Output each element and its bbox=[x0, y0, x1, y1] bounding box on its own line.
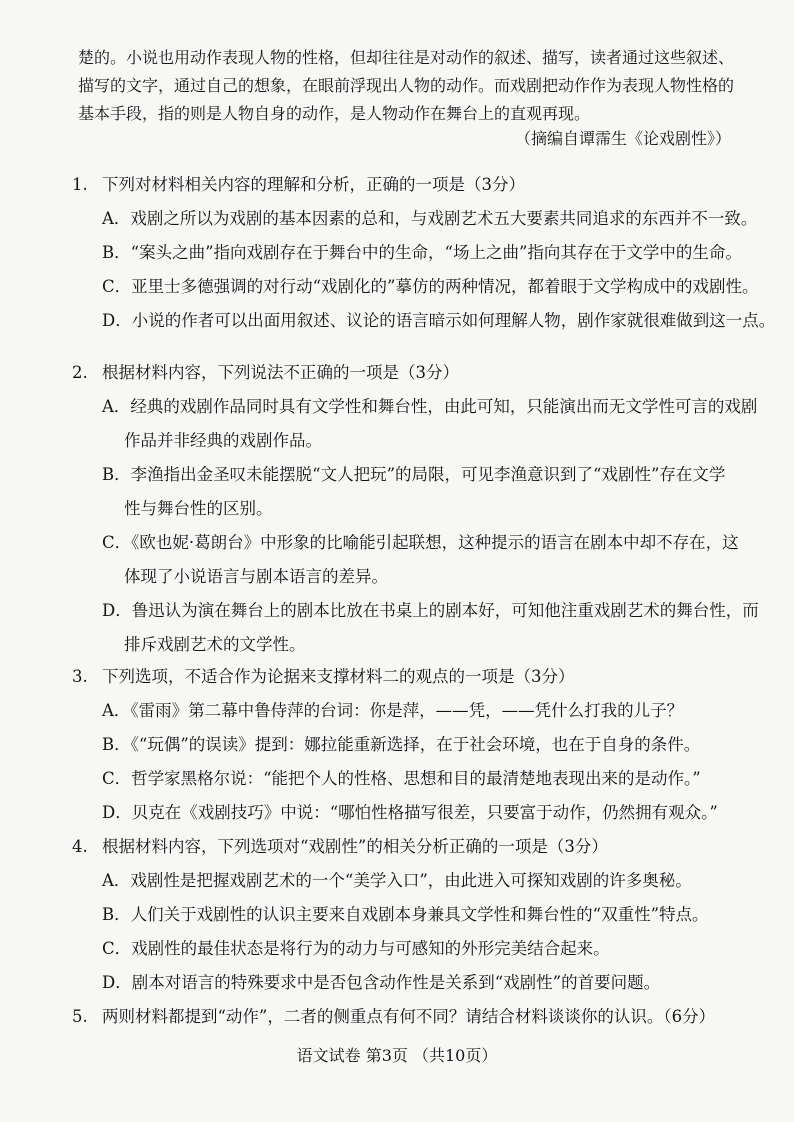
option-text: “案头之曲”指向戏剧存在于舞台中的生命，“场上之曲”指向其存在于文学中的生命。 bbox=[130, 243, 742, 262]
option-b bbox=[72, 458, 732, 526]
option-text: 贝克在《戏剧技巧》中说：“哪怕性格描写很差，只要富于动作，仍然拥有观众。” bbox=[131, 803, 718, 822]
intro-line: 描写的文字，通过自己的想象，在眼前浮现出人物的动作。而戏剧把动作作为表现人物性格的 bbox=[78, 76, 735, 95]
option-text-cont: 排斥戏剧艺术的文学性。 bbox=[124, 635, 306, 654]
question-text: 根据材料内容，下列说法不正确的一项是（3分） bbox=[102, 363, 459, 382]
option-text: 鲁迅认为演在舞台上的剧本比放在书桌上的剧本好，可知他注重戏剧艺术的舞台性，而 bbox=[131, 601, 759, 620]
option-label: A． bbox=[102, 701, 131, 720]
option-a bbox=[72, 864, 732, 898]
option-label: A． bbox=[102, 209, 131, 228]
option-label: D． bbox=[102, 601, 132, 620]
question-stem bbox=[72, 660, 732, 694]
option-label: D． bbox=[102, 311, 132, 330]
question-1 bbox=[72, 168, 776, 338]
option-text: 李渔指出金圣叹未能摆脱“文人把玩”的局限，可见李渔意识到了“戏剧性”存在文学 bbox=[130, 465, 726, 484]
source-citation: （摘编自谭霈生《论戏剧性》） bbox=[515, 129, 732, 148]
option-d bbox=[72, 594, 759, 662]
option-d bbox=[72, 304, 776, 338]
option-text: 《欧也妮·葛朗台》中形象的比喻能引起联想，这种提示的语言在剧本中却不存在，这 bbox=[131, 533, 739, 552]
option-b bbox=[72, 728, 732, 762]
option-label: A． bbox=[102, 871, 131, 890]
option-label: B． bbox=[102, 905, 131, 924]
option-text-cont: 作品并非经典的戏剧作品。 bbox=[124, 431, 322, 450]
option-label: C． bbox=[102, 939, 132, 958]
question-4 bbox=[72, 830, 732, 1000]
question-number: 3. bbox=[72, 667, 88, 686]
intro-line: 基本手段，指的则是人物自身的动作，是人物动作在舞台上的直观再现。 bbox=[78, 104, 591, 123]
question-number: 1. bbox=[72, 175, 88, 194]
option-text: 戏剧性是把握戏剧艺术的一个“美学入口”，由此进入可探知戏剧的许多奥秘。 bbox=[130, 871, 692, 890]
intro-line: 楚的。小说也用动作表现人物的性格，但却往往是对动作的叙述、描写，读者通过这些叙述、 bbox=[78, 48, 735, 67]
question-text: 下列对材料相关内容的理解和分析，正确的一项是（3分） bbox=[102, 175, 525, 194]
option-d bbox=[72, 796, 732, 830]
option-text: 《“玩偶”的误读》提到：娜拉能重新选择，在于社会环境，也在于自身的条件。 bbox=[130, 735, 701, 754]
option-label: B． bbox=[102, 735, 131, 754]
option-label: A． bbox=[102, 397, 131, 416]
option-c bbox=[72, 270, 759, 304]
option-text: 亚里士多德强调的对行动“戏剧化的”摹仿的两种情况，都着眼于文学构成中的戏剧性。 bbox=[131, 277, 759, 296]
option-text: 经典的戏剧作品同时具有文学性和舞台性，由此可知，只能演出而无文学性可言的戏剧 bbox=[130, 397, 758, 416]
option-b bbox=[72, 236, 742, 270]
option-text-cont: 体现了小说语言与剧本语言的差异。 bbox=[124, 567, 388, 586]
question-stem bbox=[72, 1000, 732, 1034]
page-footer: 语文试卷 第3页 （共10页） bbox=[296, 1046, 498, 1065]
question-stem bbox=[72, 168, 732, 202]
option-text-cont: 性与舞台性的区别。 bbox=[124, 499, 273, 518]
option-label: B． bbox=[102, 243, 131, 262]
question-5 bbox=[72, 1000, 732, 1034]
question-text: 下列选项，不适合作为论据来支撑材料二的观点的一项是（3分） bbox=[102, 667, 575, 686]
option-label: C． bbox=[102, 277, 132, 296]
question-text: 两则材料都提到“动作”，二者的侧重点有何不同？请结合材料谈谈你的认识。（6分） bbox=[102, 1007, 716, 1026]
question-3 bbox=[72, 660, 732, 830]
option-a bbox=[72, 694, 732, 728]
option-c bbox=[72, 526, 739, 594]
option-text: 小说的作者可以出面用叙述、议论的语言暗示如何理解人物，剧作家就很难做到这一点。 bbox=[131, 311, 776, 330]
option-c bbox=[72, 762, 732, 796]
option-text: 人们关于戏剧性的认识主要来自戏剧本身兼具文学性和舞台性的“双重性”特点。 bbox=[130, 905, 709, 924]
option-c bbox=[72, 932, 732, 966]
option-label: D． bbox=[102, 803, 132, 822]
question-text: 根据材料内容，下列选项对“戏剧性”的相关分析正确的一项是（3分） bbox=[102, 837, 608, 856]
question-number: 5. bbox=[72, 1007, 88, 1026]
option-label: C． bbox=[102, 769, 132, 788]
option-text: 戏剧之所以为戏剧的基本因素的总和，与戏剧艺术五大要素共同追求的东西并不一致。 bbox=[130, 209, 758, 228]
option-label: B． bbox=[102, 465, 131, 484]
question-stem bbox=[72, 356, 732, 390]
option-label: C． bbox=[102, 533, 132, 552]
option-text: 剧本对语言的特殊要求中是否包含动作性是关系到“戏剧性”的首要问题。 bbox=[131, 973, 661, 992]
option-label: D． bbox=[102, 973, 132, 992]
question-stem bbox=[72, 830, 732, 864]
option-a bbox=[72, 202, 758, 236]
option-text: 戏剧性的最佳状态是将行为的动力与可感知的外形完美结合起来。 bbox=[131, 939, 610, 958]
option-text: 哲学家黑格尔说：“能把个人的性格、思想和目的最清楚地表现出来的是动作。” bbox=[131, 769, 701, 788]
option-text: 《雷雨》第二幕中鲁侍萍的台词：你是萍，——凭，——凭什么打我的儿子？ bbox=[130, 701, 684, 720]
option-b bbox=[72, 898, 732, 932]
intro-passage bbox=[78, 44, 735, 128]
option-d bbox=[72, 966, 732, 1000]
question-number: 4. bbox=[72, 837, 88, 856]
question-number: 2. bbox=[72, 363, 88, 382]
question-2 bbox=[72, 356, 759, 662]
option-a bbox=[72, 390, 758, 458]
